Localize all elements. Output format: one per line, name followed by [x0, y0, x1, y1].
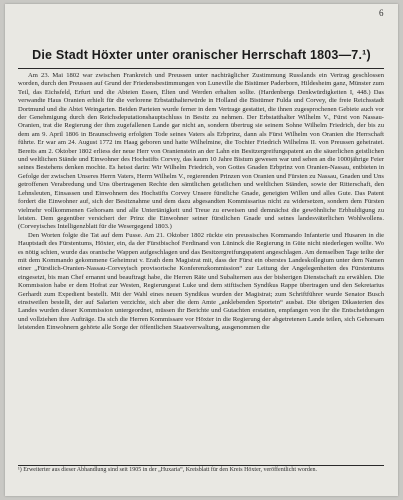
page-title: Die Stadt Höxter unter oranischer Herrschaft 1803—7.¹): [32, 48, 371, 62]
article-body: [18, 72, 384, 333]
document-page: [5, 4, 398, 496]
paragraph: Den Worten folgte die Tat auf dem Fusse. Am 21. Oktober 1802 rückte ein preussisches Kommando Infanterie und Husaren in die Hauptstadt des Fürstentums, Höxter, ein, da der Fürstbischof Ferdinand von Lüninck die Regierung in Güte nicht niederlegen wollte. Wo es nötig schien, wurde das oranische Wappen aufgeschlagen und das Besitzergreifungspatent angeschlagen. Am demselben Tage teilte der mit dem Kommando gekommene Geheimrat v. Erath dem Magistrat mit, dass der Fürst ein oberstes Landeskollegium unter dem Namen einer „Fürstlich-Oranien-Nassau-Corveyisch provisorische Konferenzkommission“ zur Leitung der Angelegenheiten des Fürstentums eingesetzt, bis man Chef ernannt und beauftragt habe, die Herren Räte und Subalternen aus der bisherigen Dienstschaft zu erwählen. Die Kommission habe er dem Hofrat zur Westen, Regierungsrat Luke und dem stiftischen Syndikus Rappe übertragen und den Sekretarius Gerhardt zum Expedient bestellt. Mit der Wahl eines neuen Syndikus wurden der Magistrat; zum Schriftführer wurde Senator Busch einstweilen bestellt, der auf Salarien verzichte, sich aber die dem Amte „anklebenden Sportein“ ausbat. Die übrigen Dikasterien des Landes wurden dieser Kommission untergeordnet, müssen ihr Berichte und Gutachten erstatten, empfangen von ihr die Entscheidungen und vollziehen ihre Aufträge. Da sich die Herren Kommissare vor Höxter in die Regierung der abgetretenen Lande teilen, sich Gehorsam leistenden Einwohnern gehörte alle Sorge der öffentlichen Staatsverwaltung, ausgenommen die: [18, 231, 384, 332]
title-rule: [18, 68, 384, 69]
paragraph: Am 23. Mai 1802 war zwischen Frankreich und Preussen unter nachträglicher Zustimmung Russlands ein Vertrag geschlossen worden, durch den Preussen auf Grund der Friedensbestimmungen von Luneville die Bistümer Paderborn, Hildesheim ganz, Münster zum Teil, das Eichsfeld, Erfurt und die Abteien Essen, Elten und Werden erhalten sollte. (Hardenbergs Denkwürdigkeiten I, 448.) Das verwandte Haus Oranien erhielt für die verlorene Erbstatthalterwürde in Holland die Bistümer Fulda und Corvey, die freie Reichsstadt Dortmund und die Abtei Weingarten. Beiden Parteien wurde ferner in dem Vertrage gestattet, die ihnen zugesprochenen Gebiete auch vor der Genehmigung durch den Reichsdeputationshauptschluss in Besitz zu nehmen. Der Erbstatthalter Wilhelm V., Fürst von Nassau-Oranien, trat die Regierung der ihm zugefallenen Lande gar nicht an, sondern übertrug sie seinem Sohne Wilhelm Friedrich, der bis zu dem am 9. April 1806 in Braunschweig erfolgten Tode seines Vaters als Erbprinz, dann als Fürst Wilhelm von Oranien die Herrschaft führte. Er war am 24. August 1772 im Haag geboren und hatte Wilhelmine, die Tochter Friedrich Wilhelms II. von Preussen geheiratet. Bereits am 2. Oktober 1802 erliess der neue Herr von Oranienstein an der Lahn ein Besitzergreifungspatent an die säuerlichen geistlichen und weltlichen Stände und Einwohner des Hochstifts Corvey, das kaum 10 Jahre Bistum gewesen war und sehen an die 1000jährige Feier seines Bestehens denken mochte. Es heisst darin: Wir Wilhelm Friedrich, von Gottes Gnaden Erbprinz von Oranien-Nassau, entbieten in Gefolge der zwischen Unseres Herrn Vaters, Herrn Wilhelm V., regierenden Prinzen von Oranien und Fürsten zu Nassau, Gnaden und Uns getroffenen Verabredung und Uns übertragenen Rechte den sämtlichen geistlichen und weltlichen Ständen, sowie der Ritterschaft, den Lehnsleuten, Einsassen und Einwohnern des Hochstifts Corvey Unsere fürstliche Gnade, geneigten Willen und alles Gute. Das Patent fordert die Einwohner auf, sich der Besitznahme und dem dazu abgesandten Kommissarius nicht zu widersetzen, sondern dem Fürsten vielmehr vollkommenen Gehorsam und alle Untertänigkeit und Treue zu erweisen und demnächst die gewöhnliche Erbhuldigung zu leisten. Dem gegenüber versichert der Prinz die Einwohner seiner fürstlichen Gnade und seines landesväterlichen Wohlwollens. (Corveyisches Intelligenzblatt für die Wesergegend 1803.): [18, 72, 384, 231]
page-number: 6: [379, 8, 384, 18]
footnote-rule: [18, 465, 384, 466]
footnote: ¹) Erweiterter aus dieser Abhandlung sind seit 1905 in der „Huxaria“, Kreisblatt für den Kreis Höxter, veröffentlicht worden.: [18, 467, 318, 473]
